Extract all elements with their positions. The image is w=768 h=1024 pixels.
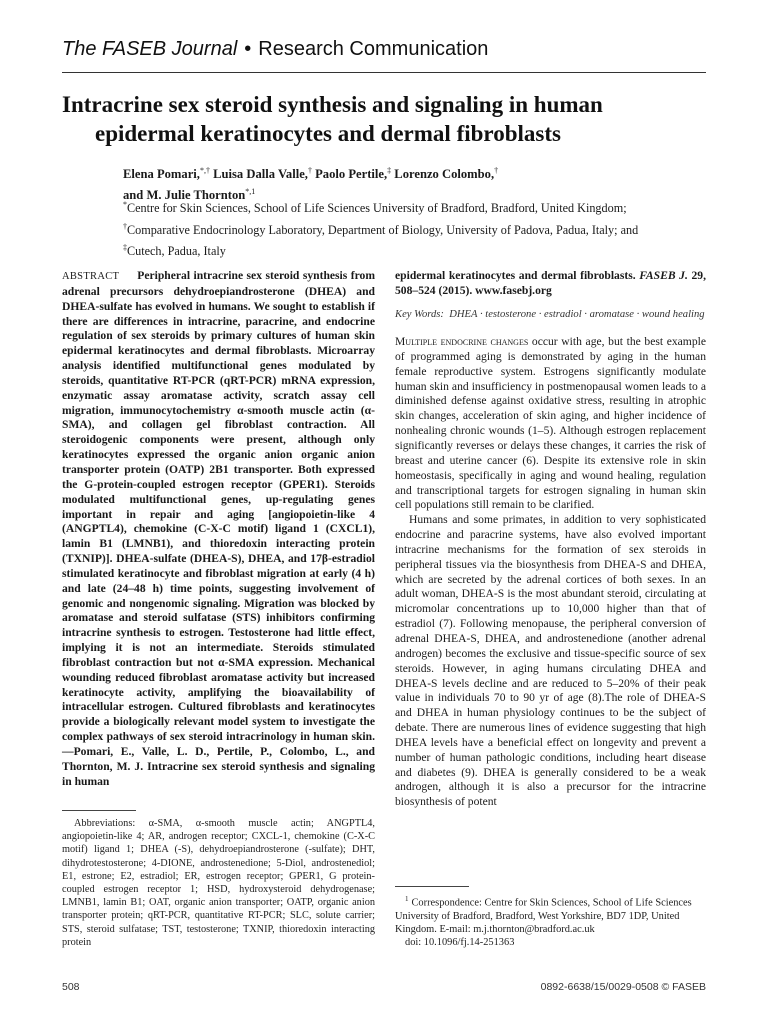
affiliation xyxy=(123,196,723,218)
abstract-column xyxy=(62,269,375,790)
abbreviations-label: Abbreviations: xyxy=(74,818,136,829)
author-3-marks: ‡ xyxy=(387,166,392,175)
right-column xyxy=(395,269,706,810)
page-number: 508 xyxy=(62,981,80,993)
affiliation-mark: † xyxy=(123,221,127,231)
affiliation-text: Centre for Skin Sciences, School of Life Sciences University of Bradford, Bradford, United Kingdom; xyxy=(127,201,627,216)
author-5: M. Julie Thornton xyxy=(146,188,246,203)
keywords xyxy=(395,308,706,321)
issn-copyright: 0892-6638/15/0029-0508 © FASEB xyxy=(540,981,706,993)
citation-journal: FASEB J. xyxy=(639,269,688,282)
body-paragraph-1 xyxy=(395,335,706,513)
citation-ref: 29, 508–524 (2015). www.fasebj.org xyxy=(395,269,706,297)
affiliations xyxy=(123,196,723,261)
abstract-citation xyxy=(395,269,706,299)
footnote-rule xyxy=(62,810,136,811)
footnote-mark: 1 xyxy=(405,895,409,903)
author-2: Luisa Dalla Valle, xyxy=(213,167,308,182)
abbreviations-text: α-SMA, α-smooth muscle actin; ANGPTL4, angiopoietin-like 4; AR, androgen receptor; CXCL-1, chemokine (C-X-C motif) ligand 1; DHEA (-S), dehydroepiandrosterone (-sulfate); DHT, dihydrotestosterone; 4-DIONE, androstenedione; 5-Diol, androstenediol; E1, estrone; E2, estradiol; ER, estrogen receptor; GPER1, G protein-coupled estrogen receptor 1; HSD, hydroxysteroid dehydrogenase; LMNB1, lamin B1; OAT, organic anion transporter; OATP, organic anion transporter protein; qRT-PCR, quantitative RT-PCR; SLC, solute carrier; STS, steroid sulfatase; TST, testosterone; TXNIP, thioredoxin interacting protein xyxy=(62,818,376,948)
author-1: Elena Pomari, xyxy=(123,167,200,182)
correspondence-footnote xyxy=(395,893,706,950)
affiliation xyxy=(123,218,723,240)
affiliation-text: Comparative Endocrinology Laboratory, Department of Biology, University of Padova, Padua, Italy; and xyxy=(127,222,639,237)
paragraph-text: occur with age, but the best example of programmed aging is demonstrated by aging in the human female reproductive system. Estrogens significantly modulate human skin and insufficiency in postmenopausal women leads to a diminished defense against oxidative stress, resulting in atrophic skin changes, acceleration of skin aging, and higher incidence of nonhealing chronic wounds (1–5). Although estrogen replacement significantly reverses or delays these changes, it carries the risk of breast and uterine cancer (6). Despite its extensive role in skin homeostasis, specifically in aging and wound healing, regulation and transcriptional targets for estrogen signaling in human skin cell populations still remain to be clarified. xyxy=(395,335,706,512)
paragraph-lead: Multiple endocrine changes xyxy=(395,335,529,349)
abstract-label: ABSTRACT xyxy=(62,271,120,282)
body-paragraph-2: Humans and some primates, in addition to very sophisticated endocrine and paracrine systems, have also evolved important intracrine mechanisms for the formation of sex steroids in peripheral tissues via the biosynthesis from DHEA-S and DHEA, which are secreted by the adrenal cortices of both sexes. In an adult woman, DHEA-S is the most abundant steroid, circulating at micromolar concentrations up to 10,000 higher than that of estradiol (7). Following menopause, the peripheral conversion of adrenal DHEA-S, DHEA, and androstenedione (another adrenal androgen) becomes the exclusive and tissue-specific source of sex steroids. However, in aging humans circulating DHEA and DHEA-S levels decline and are reduced to 5–20% of their peak value in individuals 70 to 90 yr of age (8).The role of DHEA-S and DHEA in human physiology continues to be the subject of debate. There are numerous lines of evidence suggesting that high DHEA levels have a beneficial effect on longevity and prevent a number of human pathologic conditions, including heart disease and diabetes (9). DHEA is generally considered to be a weak androgen, although it is also a precursor for the intracrine biosynthesis of potent xyxy=(395,513,706,809)
author-1-marks: *,† xyxy=(199,166,210,175)
author-5-marks: *,1 xyxy=(245,187,256,197)
section-label: Research Communication xyxy=(258,38,489,60)
citation-title-cont: epidermal keratinocytes and dermal fibroblasts. xyxy=(395,269,636,282)
affiliation-mark: * xyxy=(123,200,127,209)
abstract-text: Peripheral intracrine sex steroid synthesis from adrenal precursors dehydroepiandrosterone (DHEA) and DHEA-sulfate has evolved in humans. We sought to establish if there are differences in intracrine, paracrine, and endocrine regulation of sex steroids by primary cultures of human skin epidermal keratinocytes and dermal fibroblasts. Microarray analysis identified multifunctional genes modulated by steroids, quantitative RT-PCR (qRT-PCR) mRNA expression, enzymatic assay aromatase activity, scratch assay cell migration, immunocytochemistry α-smooth muscle actin (α-SMA), and collagen gel fibroblast contraction. All steroidogenic components were present, although only keratinocytes expressed the organic anion organic anion transporter protein (OATP) 2B1 transporter. Both expressed the G-protein-coupled estrogen receptor (GPER1). Steroids modulated multifunctional genes, up-regulating genes important in repair and aging [angiopoietin-like 4 (ANGPTL4), chemokine (C-X-C motif) ligand 1 (CXCL1), lamin B1 (LMNB1), and thioredoxin interacting protein (TXNIP)]. DHEA-sulfate (DHEA-S), DHEA, and 17β-estradiol stimulated keratinocyte and fibroblast migration at early (4 h) and late (24–48 h) time points, suggesting involvement of genomic and nongenomic signaling. Migration was blocked by aromatase and steroid sulfatase (STS) inhibitors confirming intracrine synthesis to estrogen. Testosterone had little effect, implying it is not an intermediate. Steroids stimulated fibroblast contraction but not α-SMA expression. Mechanical wounding reduced fibroblast aromatase activity but increased keratinocyte activity, amplifying the bioavailability of intracellular estrogen. Cultured fibroblasts and keratinocytes provide a biologically relevant model system to investigate the complex pathways of sex steroid intracrinology in human skin.—Pomari, E., Valle, L. D., Pertile, P., Colombo, L., and Thornton, M. J. Intracrine sex steroid synthesis and signaling in human xyxy=(62,269,375,788)
author-4-marks: † xyxy=(494,166,499,175)
title-line-2: epidermal keratinocytes and dermal fibroblasts xyxy=(95,121,561,146)
author-3: Paolo Pertile, xyxy=(315,167,388,182)
keywords-text: DHEA · testosterone · estradiol · aromatase · wound healing xyxy=(449,308,705,320)
affiliation-text: Cutech, Padua, Italy xyxy=(127,244,226,259)
abbreviations-footnote xyxy=(62,817,375,949)
footnote-rule xyxy=(395,886,469,887)
journal-header xyxy=(62,38,488,61)
author-and: and xyxy=(123,188,144,203)
correspondence-text: Correspondence: Centre for Skin Sciences, School of Life Sciences University of Bradford, Bradford, West Yorkshire, BD7 1DP, United Kingdom. E-mail: m.j.thornton@bradford.ac.uk xyxy=(395,897,692,936)
affiliation xyxy=(123,239,723,261)
affiliation-mark: ‡ xyxy=(123,243,127,253)
article-title xyxy=(62,90,722,148)
journal-name: The FASEB Journal xyxy=(62,38,238,60)
header-rule xyxy=(62,72,706,73)
author-4: Lorenzo Colombo, xyxy=(394,167,495,182)
keywords-label: Key Words: xyxy=(395,308,444,320)
title-line-1: Intracrine sex steroid synthesis and signaling in human xyxy=(62,92,603,117)
author-2-marks: † xyxy=(307,166,312,175)
doi: doi: 10.1096/fj.14-251363 xyxy=(405,937,515,949)
header-bullet: • xyxy=(244,38,252,60)
